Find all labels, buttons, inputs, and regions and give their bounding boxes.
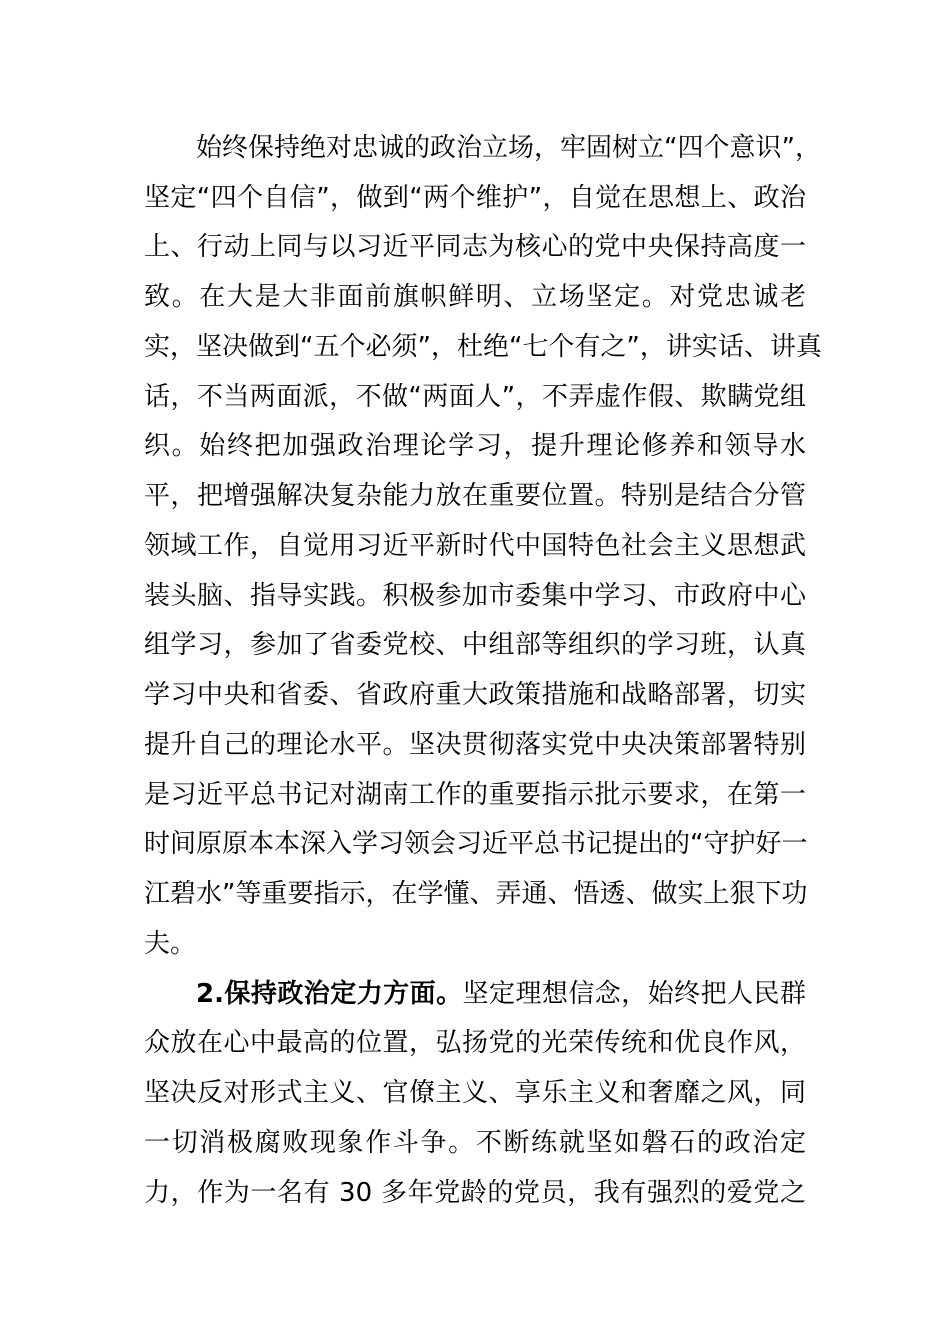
paragraph-2-line-4: 一切消极腐败现象作斗争。不断练就坚如磐石的政治定 [144, 1128, 806, 1158]
paragraph-1-line-10: 装头脑、指导实践。积极参加市委集中学习、市政府中心 [144, 581, 806, 611]
paragraph-1-line-15: 时间原原本本深入学习领会习近平总书记提出的“守护好一 [144, 829, 808, 859]
paragraph-2-line-2: 众放在心中最高的位置，弘扬党的光荣传统和优良作风， [144, 1028, 806, 1058]
paragraph-1-line-4: 致。在大是大非面前旗帜鲜明、立场坚定。对党忠诚老 [144, 282, 806, 312]
section-heading: 2.保持政治定力方面。 [196, 979, 463, 1009]
paragraph-2-line-3: 坚决反对形式主义、官僚主义、享乐主义和奢靡之风，同 [144, 1078, 806, 1108]
paragraph-1-line-5: 实，坚决做到“五个必须”，杜绝“七个有之”，讲实话、讲真 [144, 332, 822, 362]
paragraph-1-line-11: 组学习，参加了省委党校、中组部等组织的学习班，认真 [144, 630, 806, 660]
paragraph-1-line-3: 上、行动上同与以习近平同志为核心的党中央保持高度一 [144, 232, 806, 262]
paragraph-1-line-1: 始终保持绝对忠诚的政治立场，牢固树立“四个意识”， [196, 133, 821, 163]
paragraph-1-line-17: 夫。 [144, 929, 197, 959]
paragraph-2-line-5: 力，作为一名有 30 多年党龄的党员，我有强烈的爱党之 [144, 1178, 806, 1208]
paragraph-1-line-13: 提升自己的理论水平。坚决贯彻落实党中央决策部署特别 [144, 730, 806, 760]
paragraph-1-line-16: 江碧水”等重要指示，在学懂、弄通、悟透、做实上狠下功 [144, 879, 808, 909]
paragraph-1-line-9: 领域工作，自觉用习近平新时代中国特色社会主义思想武 [144, 531, 806, 561]
paragraph-1-line-7: 织。始终把加强政治理论学习，提升理论修养和领导水 [144, 431, 806, 461]
paragraph-1-line-8: 平，把增强解决复杂能力放在重要位置。特别是结合分管 [144, 481, 806, 511]
paragraph-2-line-1 [196, 972, 806, 1016]
paragraph-1-line-6: 话，不当两面派，不做“两面人”，不弄虚作假、欺瞒党组 [144, 382, 806, 412]
paragraph-1-line-2: 坚定“四个自信”，做到“两个维护”，自觉在思想上、政治 [144, 183, 806, 213]
paragraph-2-line-1-text: 坚定理想信念，始终把人民群 [462, 979, 806, 1009]
paragraph-1-line-14: 是习近平总书记对湖南工作的重要指示批示要求，在第一 [144, 780, 806, 810]
paragraph-1-line-12: 学习中央和省委、省政府重大政策措施和战略部署，切实 [144, 680, 806, 710]
